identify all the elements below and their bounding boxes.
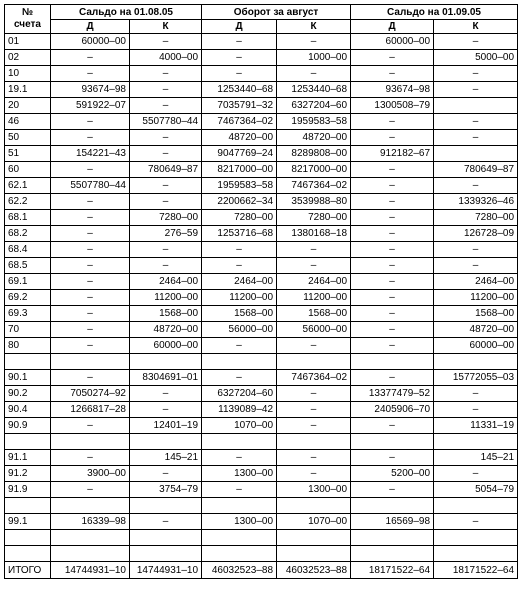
credit-cell: –: [130, 98, 202, 114]
credit-cell: [434, 530, 518, 546]
debit-cell: 93674–98: [51, 82, 130, 98]
account-number-cell: 62.2: [5, 194, 51, 210]
credit-cell: 7280–00: [434, 210, 518, 226]
table-row: [5, 194, 518, 210]
blank-row: [5, 434, 518, 450]
debit-cell: –: [202, 34, 277, 50]
debit-cell: 46032523–88: [202, 562, 277, 579]
credit-cell: –: [130, 194, 202, 210]
credit-cell: [277, 434, 351, 450]
account-number-cell: 90.2: [5, 386, 51, 402]
credit-cell: –: [434, 514, 518, 530]
account-number-cell: [5, 546, 51, 562]
credit-cell: 3539988–80: [277, 194, 351, 210]
credit-cell: 5000–00: [434, 50, 518, 66]
debit-cell: 1139089–42: [202, 402, 277, 418]
credit-cell: [434, 354, 518, 370]
debit-cell: [351, 546, 434, 562]
account-number-cell: 90.9: [5, 418, 51, 434]
credit-cell: –: [130, 34, 202, 50]
credit-cell: –: [434, 402, 518, 418]
debit-cell: –: [202, 450, 277, 466]
credit-cell: 14744931–10: [130, 562, 202, 579]
credit-cell: –: [130, 82, 202, 98]
credit-cell: 1070–00: [277, 514, 351, 530]
account-column-header: № счета: [5, 5, 51, 34]
debit-cell: –: [351, 50, 434, 66]
account-number-cell: 19.1: [5, 82, 51, 98]
credit-cell: 1339326–46: [434, 194, 518, 210]
blank-row: [5, 530, 518, 546]
debit-cell: –: [202, 258, 277, 274]
account-number-cell: 50: [5, 130, 51, 146]
table-row: [5, 66, 518, 82]
debit-cell: –: [351, 66, 434, 82]
account-number-cell: 91.9: [5, 482, 51, 498]
account-number-cell: 20: [5, 98, 51, 114]
table-row: [5, 258, 518, 274]
credit-cell: 15772055–03: [434, 370, 518, 386]
credit-cell: –: [130, 466, 202, 482]
debit-cell: –: [202, 370, 277, 386]
credit-cell: –: [434, 82, 518, 98]
debit-cell: 5507780–44: [51, 178, 130, 194]
ledger-body: [5, 34, 518, 579]
debit-cell: 18171522–64: [351, 562, 434, 579]
account-number-cell: 69.2: [5, 290, 51, 306]
debit-cell: 48720–00: [202, 130, 277, 146]
debit-cell: [202, 434, 277, 450]
group-header-closing-balance: Сальдо на 01.09.05: [351, 5, 518, 20]
credit-cell: 1380168–18: [277, 226, 351, 242]
table-row: [5, 98, 518, 114]
table-row: [5, 146, 518, 162]
debit-cell: 60000–00: [51, 34, 130, 50]
credit-cell: 2464–00: [277, 274, 351, 290]
debit-cell: –: [51, 306, 130, 322]
balance-sheet-table: [4, 4, 518, 579]
debit-cell: –: [351, 114, 434, 130]
account-number-cell: 91.2: [5, 466, 51, 482]
blank-row: [5, 354, 518, 370]
debit-cell: –: [351, 418, 434, 434]
credit-cell: 3754–79: [130, 482, 202, 498]
table-row: [5, 514, 518, 530]
credit-cell: 7467364–02: [277, 178, 351, 194]
debit-cell: 56000–00: [202, 322, 277, 338]
credit-cell: –: [434, 386, 518, 402]
sub-header-debit: Д: [202, 20, 277, 34]
debit-cell: –: [51, 114, 130, 130]
debit-cell: 16339–98: [51, 514, 130, 530]
credit-cell: –: [277, 34, 351, 50]
debit-cell: –: [51, 210, 130, 226]
debit-cell: –: [51, 242, 130, 258]
credit-cell: 60000–00: [434, 338, 518, 354]
credit-cell: 11200–00: [277, 290, 351, 306]
account-number-cell: 68.5: [5, 258, 51, 274]
debit-cell: –: [351, 482, 434, 498]
table-row: [5, 114, 518, 130]
debit-cell: 591922–07: [51, 98, 130, 114]
debit-cell: –: [351, 194, 434, 210]
account-number-cell: [5, 498, 51, 514]
debit-cell: –: [351, 178, 434, 194]
debit-cell: 1300–00: [202, 514, 277, 530]
debit-cell: [351, 354, 434, 370]
credit-cell: [434, 146, 518, 162]
credit-cell: 6327204–60: [277, 98, 351, 114]
debit-cell: 154221–43: [51, 146, 130, 162]
debit-cell: 8217000–00: [202, 162, 277, 178]
credit-cell: [130, 434, 202, 450]
credit-cell: 276–59: [130, 226, 202, 242]
debit-cell: 7035791–32: [202, 98, 277, 114]
debit-cell: –: [351, 162, 434, 178]
credit-cell: 60000–00: [130, 338, 202, 354]
credit-cell: 5054–79: [434, 482, 518, 498]
table-row: [5, 402, 518, 418]
debit-cell: –: [351, 450, 434, 466]
debit-cell: [351, 434, 434, 450]
table-row: [5, 162, 518, 178]
credit-cell: –: [434, 114, 518, 130]
credit-cell: –: [434, 258, 518, 274]
table-row: [5, 370, 518, 386]
credit-cell: –: [434, 66, 518, 82]
credit-cell: 7467364–02: [277, 370, 351, 386]
debit-cell: –: [202, 50, 277, 66]
debit-cell: 13377479–52: [351, 386, 434, 402]
sub-header-credit: К: [130, 20, 202, 34]
debit-cell: –: [51, 290, 130, 306]
credit-cell: –: [130, 178, 202, 194]
debit-cell: –: [202, 66, 277, 82]
debit-cell: 1300–00: [202, 466, 277, 482]
credit-cell: –: [277, 258, 351, 274]
credit-cell: 1959583–58: [277, 114, 351, 130]
credit-cell: 48720–00: [130, 322, 202, 338]
credit-cell: [277, 354, 351, 370]
debit-cell: 60000–00: [351, 34, 434, 50]
table-row: [5, 226, 518, 242]
debit-cell: –: [51, 338, 130, 354]
group-header-turnover: Оборот за август: [202, 5, 351, 20]
credit-cell: 1568–00: [434, 306, 518, 322]
debit-cell: 6327204–60: [202, 386, 277, 402]
credit-cell: 2464–00: [434, 274, 518, 290]
credit-cell: –: [130, 242, 202, 258]
table-row: [5, 178, 518, 194]
credit-cell: –: [130, 402, 202, 418]
credit-cell: 126728–09: [434, 226, 518, 242]
credit-cell: 56000–00: [277, 322, 351, 338]
account-number-cell: 90.4: [5, 402, 51, 418]
debit-cell: 7050274–92: [51, 386, 130, 402]
account-number-cell: 68.1: [5, 210, 51, 226]
debit-cell: –: [51, 50, 130, 66]
table-row: [5, 338, 518, 354]
account-number-cell: 69.3: [5, 306, 51, 322]
account-number-cell: 51: [5, 146, 51, 162]
debit-cell: 912182–67: [351, 146, 434, 162]
account-number-cell: 69.1: [5, 274, 51, 290]
debit-cell: [51, 498, 130, 514]
debit-cell: [51, 546, 130, 562]
table-row: [5, 34, 518, 50]
credit-cell: –: [130, 386, 202, 402]
credit-cell: 4000–00: [130, 50, 202, 66]
credit-cell: –: [130, 258, 202, 274]
credit-cell: –: [277, 338, 351, 354]
table-row: [5, 50, 518, 66]
credit-cell: 7280–00: [130, 210, 202, 226]
debit-cell: [51, 434, 130, 450]
credit-cell: –: [130, 514, 202, 530]
credit-cell: [130, 354, 202, 370]
table-row: [5, 418, 518, 434]
debit-cell: –: [51, 274, 130, 290]
credit-cell: –: [277, 418, 351, 434]
debit-cell: [202, 546, 277, 562]
debit-cell: 3900–00: [51, 466, 130, 482]
debit-cell: 1266817–28: [51, 402, 130, 418]
credit-cell: 7280–00: [277, 210, 351, 226]
credit-cell: 18171522–64: [434, 562, 518, 579]
credit-cell: 1568–00: [277, 306, 351, 322]
credit-cell: –: [130, 146, 202, 162]
account-number-cell: 68.4: [5, 242, 51, 258]
credit-cell: [277, 530, 351, 546]
credit-cell: 8217000–00: [277, 162, 351, 178]
credit-cell: –: [277, 466, 351, 482]
debit-cell: –: [51, 258, 130, 274]
account-number-cell: 99.1: [5, 514, 51, 530]
debit-cell: 1253440–68: [202, 82, 277, 98]
credit-cell: 1568–00: [130, 306, 202, 322]
account-number-cell: 68.2: [5, 226, 51, 242]
credit-cell: 780649–87: [434, 162, 518, 178]
group-header-opening-balance: Сальдо на 01.08.05: [51, 5, 202, 20]
credit-cell: 11200–00: [434, 290, 518, 306]
debit-cell: 1253716–68: [202, 226, 277, 242]
header-row-sub: [5, 20, 518, 34]
header-row-groups: [5, 5, 518, 20]
debit-cell: –: [351, 242, 434, 258]
debit-cell: 5200–00: [351, 466, 434, 482]
debit-cell: 7280–00: [202, 210, 277, 226]
credit-cell: [434, 434, 518, 450]
debit-cell: 9047769–24: [202, 146, 277, 162]
table-row: [5, 482, 518, 498]
credit-cell: –: [434, 34, 518, 50]
debit-cell: –: [351, 370, 434, 386]
table-row: [5, 82, 518, 98]
sub-header-debit: Д: [51, 20, 130, 34]
credit-cell: 780649–87: [130, 162, 202, 178]
account-number-cell: 80: [5, 338, 51, 354]
credit-cell: 46032523–88: [277, 562, 351, 579]
debit-cell: –: [351, 306, 434, 322]
account-number-cell: 60: [5, 162, 51, 178]
blank-row: [5, 498, 518, 514]
debit-cell: –: [351, 274, 434, 290]
credit-cell: 11331–19: [434, 418, 518, 434]
credit-cell: –: [277, 402, 351, 418]
credit-cell: –: [434, 242, 518, 258]
debit-cell: [51, 530, 130, 546]
account-number-cell: [5, 354, 51, 370]
debit-cell: –: [351, 130, 434, 146]
table-row: [5, 130, 518, 146]
debit-cell: –: [51, 370, 130, 386]
credit-cell: 145–21: [130, 450, 202, 466]
table-row: [5, 274, 518, 290]
account-number-cell: 90.1: [5, 370, 51, 386]
credit-cell: [130, 546, 202, 562]
debit-cell: 1568–00: [202, 306, 277, 322]
debit-cell: –: [51, 322, 130, 338]
credit-cell: –: [434, 178, 518, 194]
sub-header-credit: К: [277, 20, 351, 34]
credit-cell: 11200–00: [130, 290, 202, 306]
table-row: [5, 386, 518, 402]
credit-cell: 1000–00: [277, 50, 351, 66]
credit-cell: –: [277, 66, 351, 82]
table-row: [5, 322, 518, 338]
debit-cell: –: [51, 418, 130, 434]
debit-cell: [351, 498, 434, 514]
debit-cell: –: [351, 226, 434, 242]
account-number-cell: ИТОГО: [5, 562, 51, 579]
debit-cell: –: [202, 242, 277, 258]
debit-cell: [351, 530, 434, 546]
credit-cell: 48720–00: [434, 322, 518, 338]
debit-cell: [202, 354, 277, 370]
debit-cell: –: [351, 338, 434, 354]
credit-cell: –: [130, 66, 202, 82]
credit-cell: [434, 546, 518, 562]
debit-cell: –: [51, 482, 130, 498]
debit-cell: –: [351, 210, 434, 226]
credit-cell: –: [434, 466, 518, 482]
debit-cell: 14744931–10: [51, 562, 130, 579]
debit-cell: 16569–98: [351, 514, 434, 530]
debit-cell: –: [51, 162, 130, 178]
debit-cell: –: [202, 338, 277, 354]
credit-cell: 2464–00: [130, 274, 202, 290]
credit-cell: 8304691–01: [130, 370, 202, 386]
account-number-cell: 02: [5, 50, 51, 66]
table-row: [5, 290, 518, 306]
account-number-cell: 10: [5, 66, 51, 82]
table-row: [5, 450, 518, 466]
debit-cell: 1070–00: [202, 418, 277, 434]
account-number-cell: 70: [5, 322, 51, 338]
sub-header-credit: К: [434, 20, 518, 34]
credit-cell: [130, 498, 202, 514]
table-row: [5, 466, 518, 482]
credit-cell: 8289808–00: [277, 146, 351, 162]
credit-cell: 1253440–68: [277, 82, 351, 98]
debit-cell: –: [351, 290, 434, 306]
debit-cell: 1300508–79: [351, 98, 434, 114]
debit-cell: –: [51, 226, 130, 242]
blank-row: [5, 546, 518, 562]
account-number-cell: 91.1: [5, 450, 51, 466]
credit-cell: [434, 498, 518, 514]
credit-cell: 5507780–44: [130, 114, 202, 130]
credit-cell: 1300–00: [277, 482, 351, 498]
credit-cell: 145–21: [434, 450, 518, 466]
credit-cell: [277, 546, 351, 562]
debit-cell: [202, 530, 277, 546]
debit-cell: 93674–98: [351, 82, 434, 98]
account-number-cell: 01: [5, 34, 51, 50]
debit-cell: –: [51, 66, 130, 82]
credit-cell: [434, 98, 518, 114]
credit-cell: [130, 530, 202, 546]
debit-cell: 2405906–70: [351, 402, 434, 418]
debit-cell: 7467364–02: [202, 114, 277, 130]
debit-cell: 11200–00: [202, 290, 277, 306]
table-row: [5, 242, 518, 258]
debit-cell: 2200662–34: [202, 194, 277, 210]
account-number-cell: 62.1: [5, 178, 51, 194]
account-number-cell: [5, 434, 51, 450]
debit-cell: –: [51, 450, 130, 466]
sub-header-debit: Д: [351, 20, 434, 34]
credit-cell: –: [130, 130, 202, 146]
debit-cell: –: [51, 130, 130, 146]
account-number-cell: 46: [5, 114, 51, 130]
credit-cell: –: [434, 130, 518, 146]
debit-cell: –: [202, 482, 277, 498]
credit-cell: –: [277, 386, 351, 402]
debit-cell: 2464–00: [202, 274, 277, 290]
credit-cell: 48720–00: [277, 130, 351, 146]
account-number-cell: [5, 530, 51, 546]
credit-cell: –: [277, 242, 351, 258]
debit-cell: [51, 354, 130, 370]
total-row: [5, 562, 518, 579]
table-row: [5, 210, 518, 226]
debit-cell: 1959583–58: [202, 178, 277, 194]
table-row: [5, 306, 518, 322]
credit-cell: –: [277, 450, 351, 466]
credit-cell: 12401–19: [130, 418, 202, 434]
debit-cell: –: [351, 258, 434, 274]
debit-cell: –: [351, 322, 434, 338]
debit-cell: –: [51, 194, 130, 210]
credit-cell: [277, 498, 351, 514]
debit-cell: [202, 498, 277, 514]
